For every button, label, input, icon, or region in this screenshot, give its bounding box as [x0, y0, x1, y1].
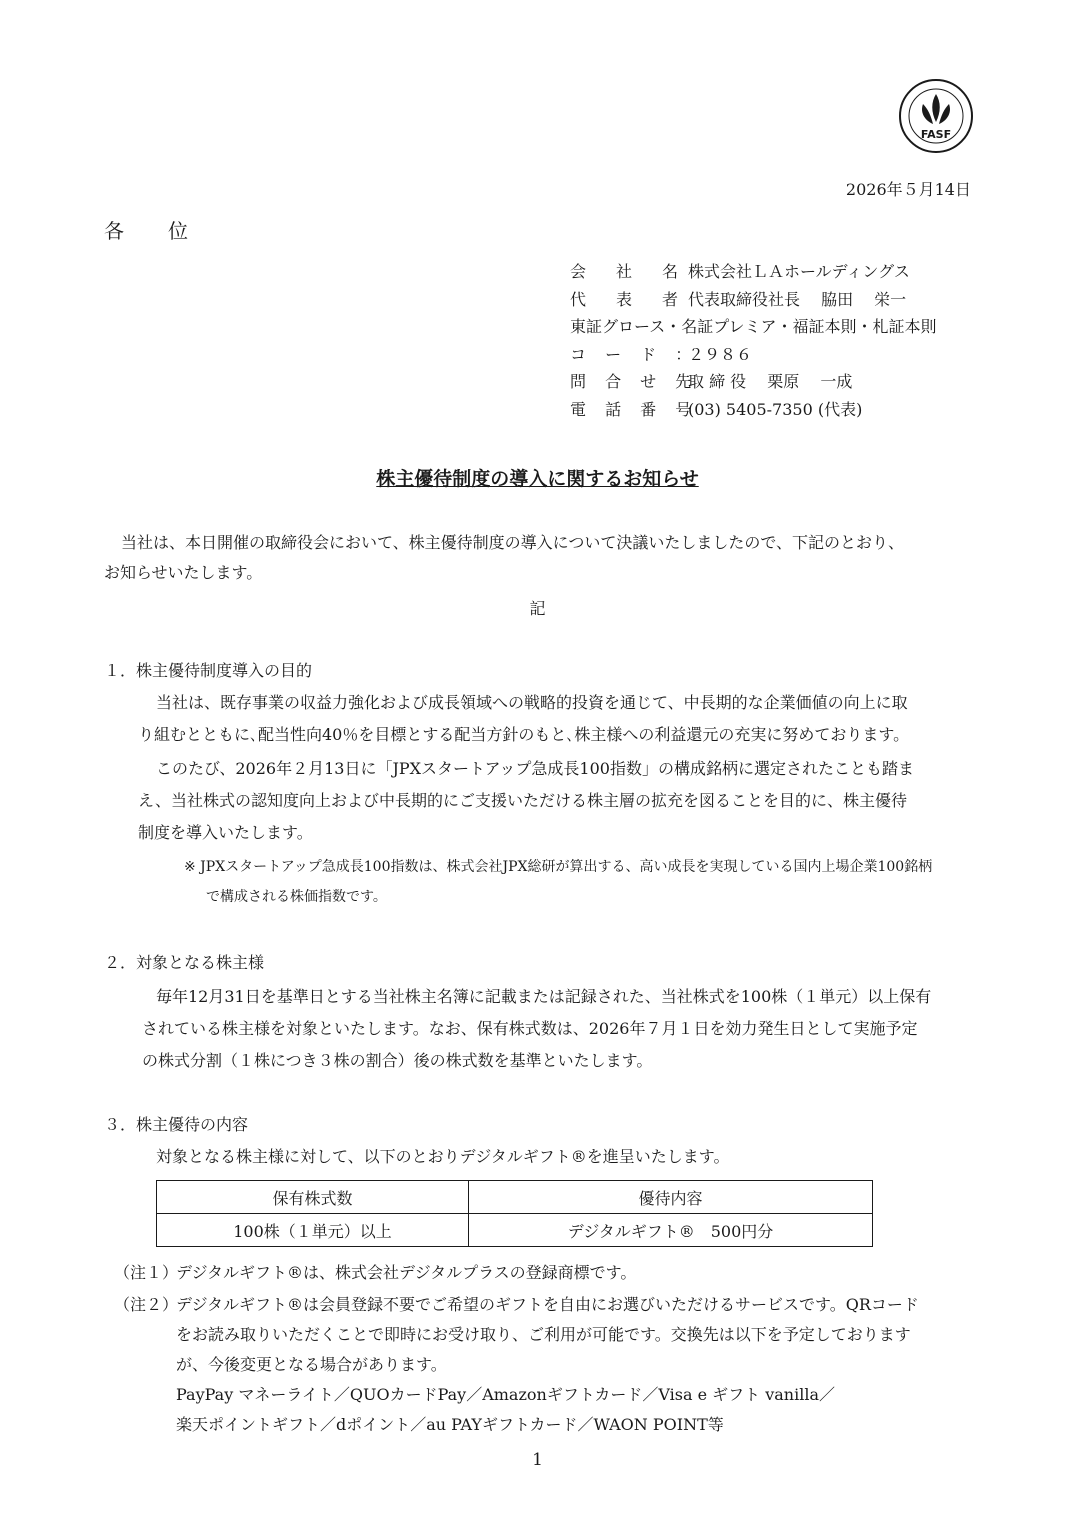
- benefit-table: [156, 1180, 873, 1247]
- table-header-cell: 優待内容: [468, 1181, 872, 1214]
- section3-heading: ３．株主優待の内容: [104, 1115, 249, 1134]
- section1-note: で構成される株価指数です。: [206, 889, 387, 905]
- note1-text: デジタルギフト®は、株式会社デジタルプラスの登録商標です。: [176, 1263, 637, 1282]
- info-label: 会 社 名: [570, 262, 686, 281]
- table-cell: 100株（１単元）以上: [157, 1214, 469, 1247]
- info-value: 取 締 役 栗原 一成: [688, 372, 853, 392]
- page-number: 1: [532, 1450, 543, 1470]
- section2-line: 毎年12月31日を基準日とする当社株主名簿に記載または記録された、当社株式を100株（１単元）以上保有: [156, 987, 932, 1006]
- note2-line: デジタルギフト®は会員登録不要でご希望のギフトを自由にお選びいただけるサービスです。QRコード: [176, 1295, 919, 1314]
- info-label: 電 話 番 号: [570, 399, 699, 419]
- info-label: 問 合 せ 先: [570, 372, 699, 392]
- section2-line: の株式分割（１株につき３株の割合）後の株式数を基準といたします。: [142, 1051, 653, 1070]
- intro-line: お知らせいたします。: [104, 563, 263, 582]
- section1-line: 制度を導入いたします。: [138, 823, 313, 842]
- table-cell: デジタルギフト® 500円分: [468, 1214, 872, 1247]
- logo-text: FASF: [920, 128, 952, 141]
- table-row: [157, 1214, 873, 1247]
- info-label: 代 表 者: [570, 289, 686, 309]
- section1-line: 当社は、既存事業の収益力強化および成長領域への戦略的投資を通じて、中長期的な企業価値の向上に取: [156, 693, 908, 712]
- note2-line: をお読み取りいただくことで即時にお受け取り、ご利用が可能です。交換先は以下を予定しております: [176, 1325, 911, 1344]
- phone-row: [570, 396, 937, 424]
- table-header-row: [157, 1181, 873, 1214]
- section1-heading: １．株主優待制度導入の目的: [104, 661, 313, 680]
- ki-mark: 記: [529, 599, 546, 618]
- addressee: 各 位: [104, 219, 200, 243]
- info-value: ２９８６: [688, 344, 753, 364]
- section3-lead: 対象となる株主様に対して、以下のとおりデジタルギフト®を進呈いたします。: [156, 1147, 730, 1166]
- section1-note: ※ JPXスタートアップ急成長100指数は、株式会社JPX総研が算出する、高い成長を実現している国内上場企業100銘柄: [184, 859, 933, 875]
- info-value: 代表取締役社長 脇田 栄一: [688, 289, 907, 309]
- company-name-row: [570, 258, 937, 286]
- document-date: 2026年５月14日: [845, 180, 971, 199]
- info-value: 東証グロース・名証プレミア・福証本則・札証本則: [570, 317, 937, 337]
- note2-line: PayPay マネーライト／QUOカードPay／Amazonギフトカード／Visa e ギフト vanilla／: [176, 1385, 835, 1404]
- section2-heading: ２．対象となる株主様: [104, 953, 265, 972]
- note1-label: （注１）: [114, 1263, 179, 1282]
- section1-line: このたび、2026年２月13日に「JPXスタートアップ急成長100指数」の構成銘柄に選定されたことも踏ま: [156, 759, 914, 778]
- intro-line: 当社は、本日開催の取締役会において、株主優待制度の導入について決議いたしましたので、下記のとおり、: [121, 533, 905, 552]
- info-value: (03) 5405-7350 (代表): [688, 399, 863, 419]
- document-title: 株主優待制度の導入に関するお知らせ: [376, 468, 699, 490]
- info-value: 株式会社ＬＡホールディングス: [688, 262, 910, 281]
- listing-row: [570, 313, 937, 341]
- code-row: [570, 341, 937, 369]
- fasf-logo: [898, 78, 974, 154]
- section1-line: り組むとともに､配当性向40％を目標とする配当方針のもと､株主様への利益還元の充実に努めております。: [138, 725, 910, 744]
- contact-row: [570, 368, 937, 396]
- section1-line: え、当社株式の認知度向上および中長期的にご支援いただける株主層の拡充を図ることを目的に、株主優待: [138, 791, 907, 810]
- company-info: [570, 258, 937, 424]
- info-label: コ ー ド ：: [570, 344, 699, 364]
- table-header-cell: 保有株式数: [157, 1181, 469, 1214]
- note2-label: （注２）: [114, 1295, 179, 1314]
- note2-line: 楽天ポイントギフト／dポイント／au PAYギフトカード／WAON POINT等: [176, 1415, 724, 1434]
- note2-line: が、今後変更となる場合があります。: [176, 1355, 447, 1374]
- section2-line: されている株主様を対象といたします。なお、保有株式数は、2026年７月１日を効力発生日として実施予定: [142, 1019, 918, 1038]
- representative-row: [570, 286, 937, 314]
